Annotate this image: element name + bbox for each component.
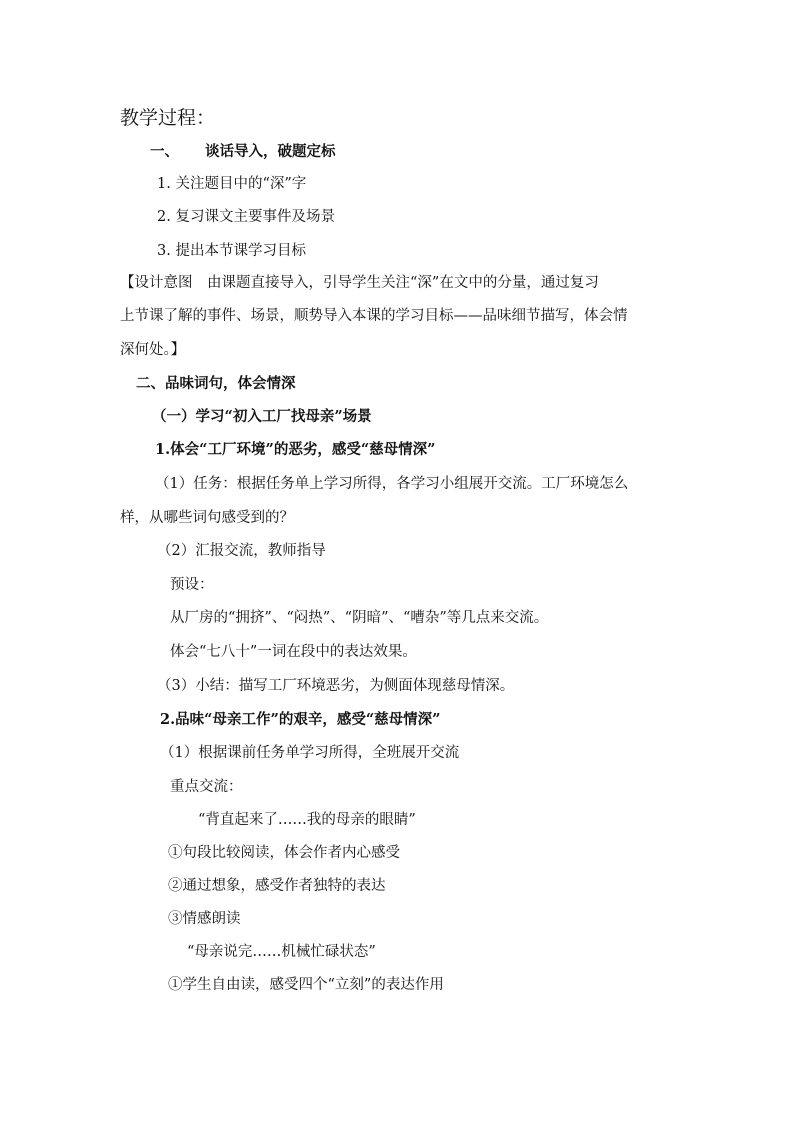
- quote-1: “背直起来了……我的母亲的眼睛”: [198, 812, 416, 828]
- point1-preset-label: 预设：: [170, 577, 214, 593]
- quote2-step-1: ①学生自由读，感受四个“立刻”的表达作用: [168, 977, 444, 993]
- point1-preset-line-2: 体会“七八十”一词在段中的表达效果。: [170, 644, 417, 660]
- section1-heading: 谈话导入，破题定标: [205, 144, 336, 160]
- page-title: 教学过程：: [120, 107, 216, 129]
- point2-step-1: （1）根据课前任务单学习所得，全班展开交流: [160, 745, 460, 761]
- point1-report: （2）汇报交流，教师指导: [157, 543, 326, 559]
- point1-preset-line-1: 从厂房的“拥挤”、“闷热”、“阴暗”、“嘈杂”等几点来交流。: [170, 610, 549, 626]
- quote1-step-3: ③情感朗读: [168, 911, 241, 927]
- section2-heading: 二、品味词句，体会情深: [136, 376, 296, 392]
- quote1-step-2: ②通过想象，感受作者独特的表达: [168, 878, 386, 894]
- point1-summary: （3）小结：描写工厂环境恶劣，为侧面体现慈母情深。: [157, 678, 515, 694]
- quote-2: “母亲说完……机械忙碌状态”: [187, 944, 376, 960]
- design-note-line-1: 【设计意图 由课题直接导入，引导学生关注“深”在文中的分量，通过复习: [120, 275, 599, 291]
- section1-number: 一、: [150, 144, 179, 160]
- design-note-line-2: 上节课了解的事件、场景，顺势导入本课的学习目标——品味细节描写，体会情: [120, 308, 628, 324]
- point1-task-line-1: （1）任务：根据任务单上学习所得，各学习小组展开交流。工厂环境怎么: [155, 476, 629, 492]
- design-note-line-3: 深何处。】: [120, 342, 186, 358]
- point2-focus-label: 重点交流：: [170, 779, 243, 795]
- point1-heading: 1.体会“工厂环境”的恶劣，感受“慈母情深”: [155, 441, 436, 458]
- section1-item-2: 2. 复习课文主要事件及场景: [157, 209, 335, 225]
- quote1-step-1: ①句段比较阅读，体会作者内心感受: [168, 845, 400, 861]
- point1-task-line-2: 样，从哪些词句感受到的？: [120, 510, 294, 526]
- section1-item-3: 3. 提出本节课学习目标: [157, 243, 306, 259]
- point2-heading: 2.品味“母亲工作”的艰辛，感受“慈母情深”: [160, 711, 441, 728]
- section1-item-1: 1. 关注题目中的“深”字: [157, 176, 307, 192]
- section2-subheading-1: （一）学习“初入工厂找母亲”场景: [152, 408, 372, 425]
